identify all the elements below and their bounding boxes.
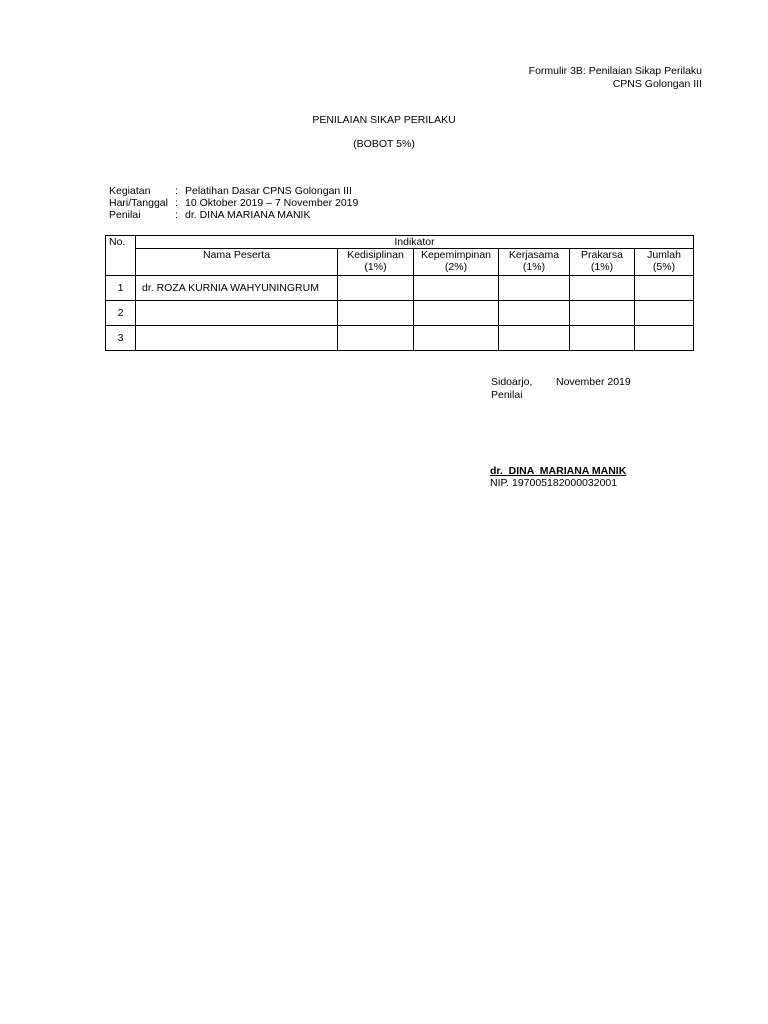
kegiatan-value: Pelatihan Dasar CPNS Golongan III	[185, 185, 352, 197]
form-header	[529, 65, 702, 91]
kedisiplinan-label: Kedisiplinan	[347, 249, 404, 261]
kedisiplinan-weight: (1%)	[364, 261, 387, 273]
place-date-line	[491, 376, 631, 389]
kerjasama-weight: (1%)	[522, 261, 546, 273]
kerjasama-label: Kerjasama	[508, 249, 560, 261]
cell-kepemimpinan	[414, 326, 499, 351]
cell-kedisiplinan	[338, 301, 414, 326]
row-no: 1	[106, 276, 136, 301]
table-row	[106, 301, 694, 326]
signatory-nip: NIP. 197005182000032001	[490, 477, 618, 489]
cell-jumlah	[635, 276, 694, 301]
kepemimpinan-weight: (2%)	[444, 261, 468, 273]
form-title: Formulir 3B: Penilaian Sikap Perilaku	[528, 65, 702, 77]
info-separator: :	[175, 185, 178, 197]
row-name	[136, 326, 338, 351]
col-kedisiplinan-header	[338, 249, 414, 276]
penilai-label: Penilai	[109, 209, 141, 221]
signatory-name: dr. DINA MARIANA MANIK	[490, 465, 627, 477]
prakarsa-label: Prakarsa	[580, 249, 623, 261]
assessment-table	[105, 235, 694, 351]
info-block	[109, 185, 358, 221]
cell-prakarsa	[570, 301, 635, 326]
cell-kedisiplinan	[338, 326, 414, 351]
tanggal-value: 10 Oktober 2019 – 7 November 2019	[185, 197, 359, 209]
row-no: 3	[106, 326, 136, 351]
info-row-kegiatan	[109, 185, 358, 197]
col-no-header: No.	[106, 236, 136, 276]
info-row-tanggal	[109, 197, 358, 209]
jumlah-weight: (5%)	[652, 261, 676, 273]
cell-kepemimpinan	[414, 301, 499, 326]
col-prakarsa-header	[570, 249, 635, 276]
row-no: 2	[106, 301, 136, 326]
signature-date: November 2019	[556, 376, 631, 388]
cell-kedisiplinan	[338, 276, 414, 301]
document-weight: (BOBOT 5%)	[353, 138, 415, 150]
cell-jumlah	[635, 326, 694, 351]
place-date-block	[491, 376, 631, 402]
cell-kerjasama	[499, 326, 570, 351]
col-name-header: Nama Peserta	[136, 249, 338, 276]
col-kerjasama-header	[499, 249, 570, 276]
tanggal-label: Hari/Tanggal	[109, 197, 168, 209]
table-row	[106, 326, 694, 351]
info-row-penilai	[109, 209, 358, 221]
row-name: dr. ROZA KURNIA WAHYUNINGRUM	[136, 276, 338, 301]
prakarsa-weight: (1%)	[590, 261, 614, 273]
cell-kerjasama	[499, 276, 570, 301]
signature-role: Penilai	[491, 389, 523, 401]
penilai-value: dr. DINA MARIANA MANIK	[185, 209, 311, 221]
signature-city: Sidoarjo,	[491, 376, 533, 388]
cell-kepemimpinan	[414, 276, 499, 301]
info-separator: :	[175, 209, 178, 221]
row-name	[136, 301, 338, 326]
kegiatan-label: Kegiatan	[109, 185, 151, 197]
cell-prakarsa	[570, 276, 635, 301]
signature-block	[490, 465, 626, 489]
form-subtitle: CPNS Golongan III	[612, 78, 702, 90]
info-separator: :	[175, 197, 178, 209]
cell-jumlah	[635, 301, 694, 326]
cell-kerjasama	[499, 301, 570, 326]
indikator-header: Indikator	[136, 236, 694, 249]
cell-prakarsa	[570, 326, 635, 351]
kepemimpinan-label: Kepemimpinan	[420, 249, 492, 261]
table-row	[106, 276, 694, 301]
document-title: PENILAIAN SIKAP PERILAKU	[312, 114, 456, 126]
jumlah-label: Jumlah	[647, 249, 681, 261]
col-kepemimpinan-header	[414, 249, 499, 276]
col-jumlah-header	[635, 249, 694, 276]
